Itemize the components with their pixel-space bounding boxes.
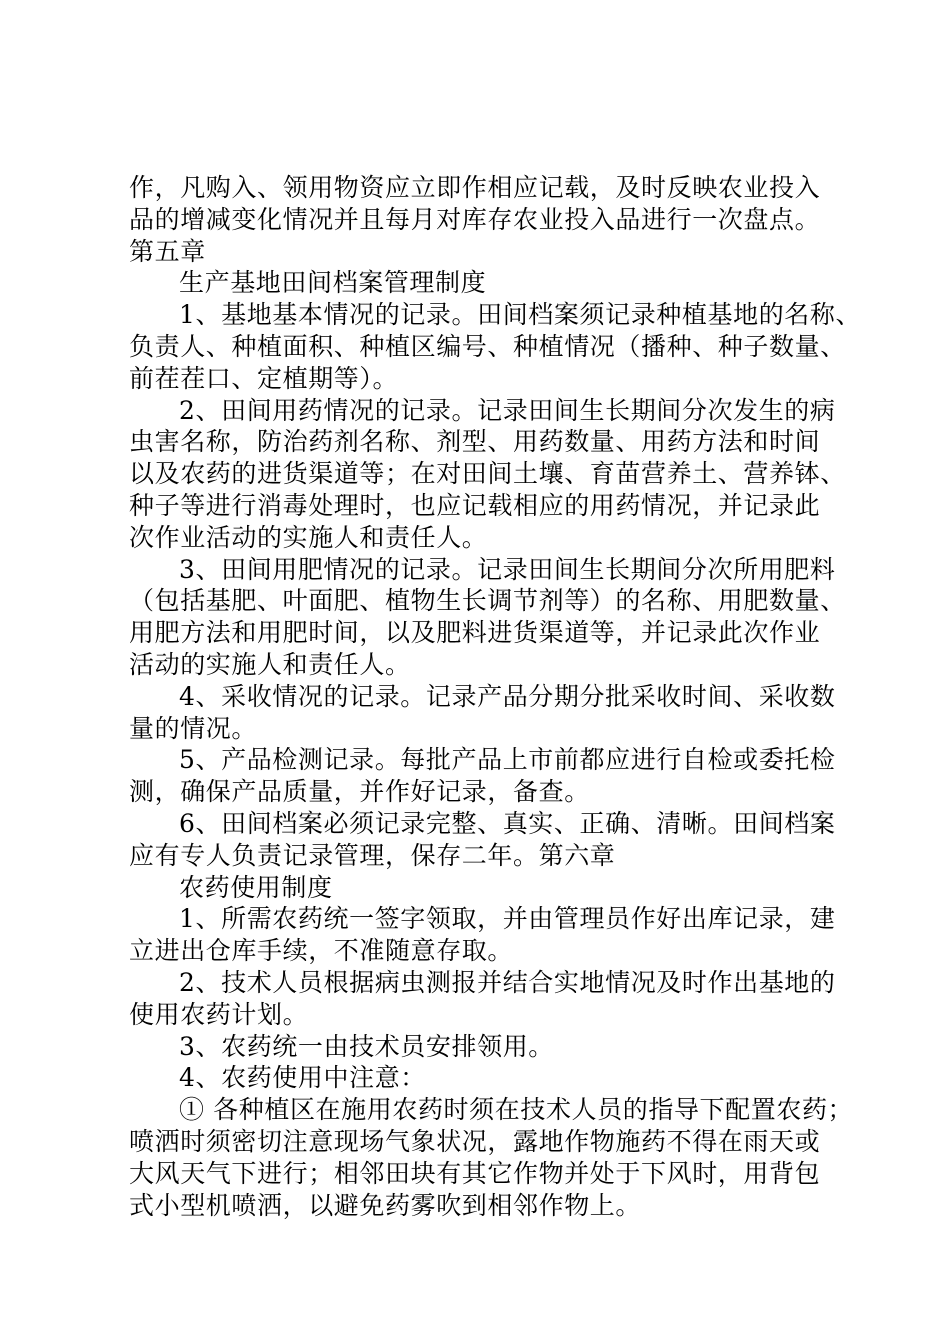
text-line: 种子等进行消毒处理时，也应记载相应的用药情况，并记录此 (129, 490, 821, 520)
text-line: 2、技术人员根据病虫测报并结合实地情况及时作出基地的 (179, 967, 836, 997)
text-line: 测，确保产品质量，并作好记录，备查。 (129, 777, 590, 807)
text-line: 大风天气下进行；相邻田块有其它作物并处于下风时，用背包 (129, 1158, 821, 1188)
text-line: 使用农药计划。 (129, 999, 309, 1029)
text-line: 6、田间档案必须记录完整、真实、正确、清晰。田间档案 (179, 808, 836, 838)
text-line: 4、农药使用中注意： (179, 1063, 426, 1093)
text-line: 式小型机喷洒，以避免药雾吹到相邻作物上。 (129, 1190, 642, 1220)
text-line: （包括基肥、叶面肥、植物生长调节剂等）的名称、用肥数量、 (129, 586, 846, 616)
text-line: 2、田间用药情况的记录。记录田间生长期间分次发生的病 (179, 395, 836, 425)
text-line: 活动的实施人和责任人。 (129, 649, 411, 679)
text-line: 第五章 (129, 236, 206, 266)
text-line: 品的增减变化情况并且每月对库存农业投入品进行一次盘点。 (129, 204, 821, 234)
text-line: 前茬茬口、定植期等）。 (129, 363, 399, 393)
text-line: 3、农药统一由技术员安排领用。 (179, 1031, 554, 1061)
text-line: 生产基地田间档案管理制度 (179, 268, 487, 298)
text-line: 以及农药的进货渠道等；在对田间土壤、育苗营养土、营养钵、 (129, 459, 846, 489)
document-body (129, 172, 862, 1221)
text-line: 应有专人负责记录管理，保存二年。第六章 (129, 840, 616, 870)
text-line: 量的情况。 (129, 713, 258, 743)
text-line: 负责人、种植面积、种植区编号、种植情况（播种、种子数量、 (129, 331, 846, 361)
text-line: 立进出仓库手续，不准随意存取。 (129, 936, 514, 966)
text-line: 用肥方法和用肥时间，以及肥料进货渠道等，并记录此次作业 (129, 618, 821, 648)
text-line: 虫害名称，防治药剂名称、剂型、用药数量、用药方法和时间 (129, 427, 821, 457)
text-line: 1、所需农药统一签字领取，并由管理员作好出库记录，建 (179, 904, 836, 934)
text-line: 4、采收情况的记录。记录产品分期分批采收时间、采收数 (179, 681, 836, 711)
text-line: ① 各种植区在施用农药时须在技术人员的指导下配置农药； (179, 1095, 854, 1125)
text-line: 5、产品检测记录。每批产品上市前都应进行自检或委托检 (179, 745, 836, 775)
text-line: 作，凡购入、领用物资应立即作相应记载，及时反映农业投入 (129, 173, 821, 202)
text-line: 农药使用制度 (179, 872, 333, 902)
text-line: 1、基地基本情况的记录。田间档案须记录种植基地的名称、 (179, 300, 862, 330)
text-line: 次作业活动的实施人和责任人。 (129, 522, 488, 552)
text-line: 喷洒时须密切注意现场气象状况，露地作物施药不得在雨天或 (129, 1126, 821, 1156)
text-line: 3、田间用肥情况的记录。记录田间生长期间分次所用肥料 (179, 554, 836, 584)
